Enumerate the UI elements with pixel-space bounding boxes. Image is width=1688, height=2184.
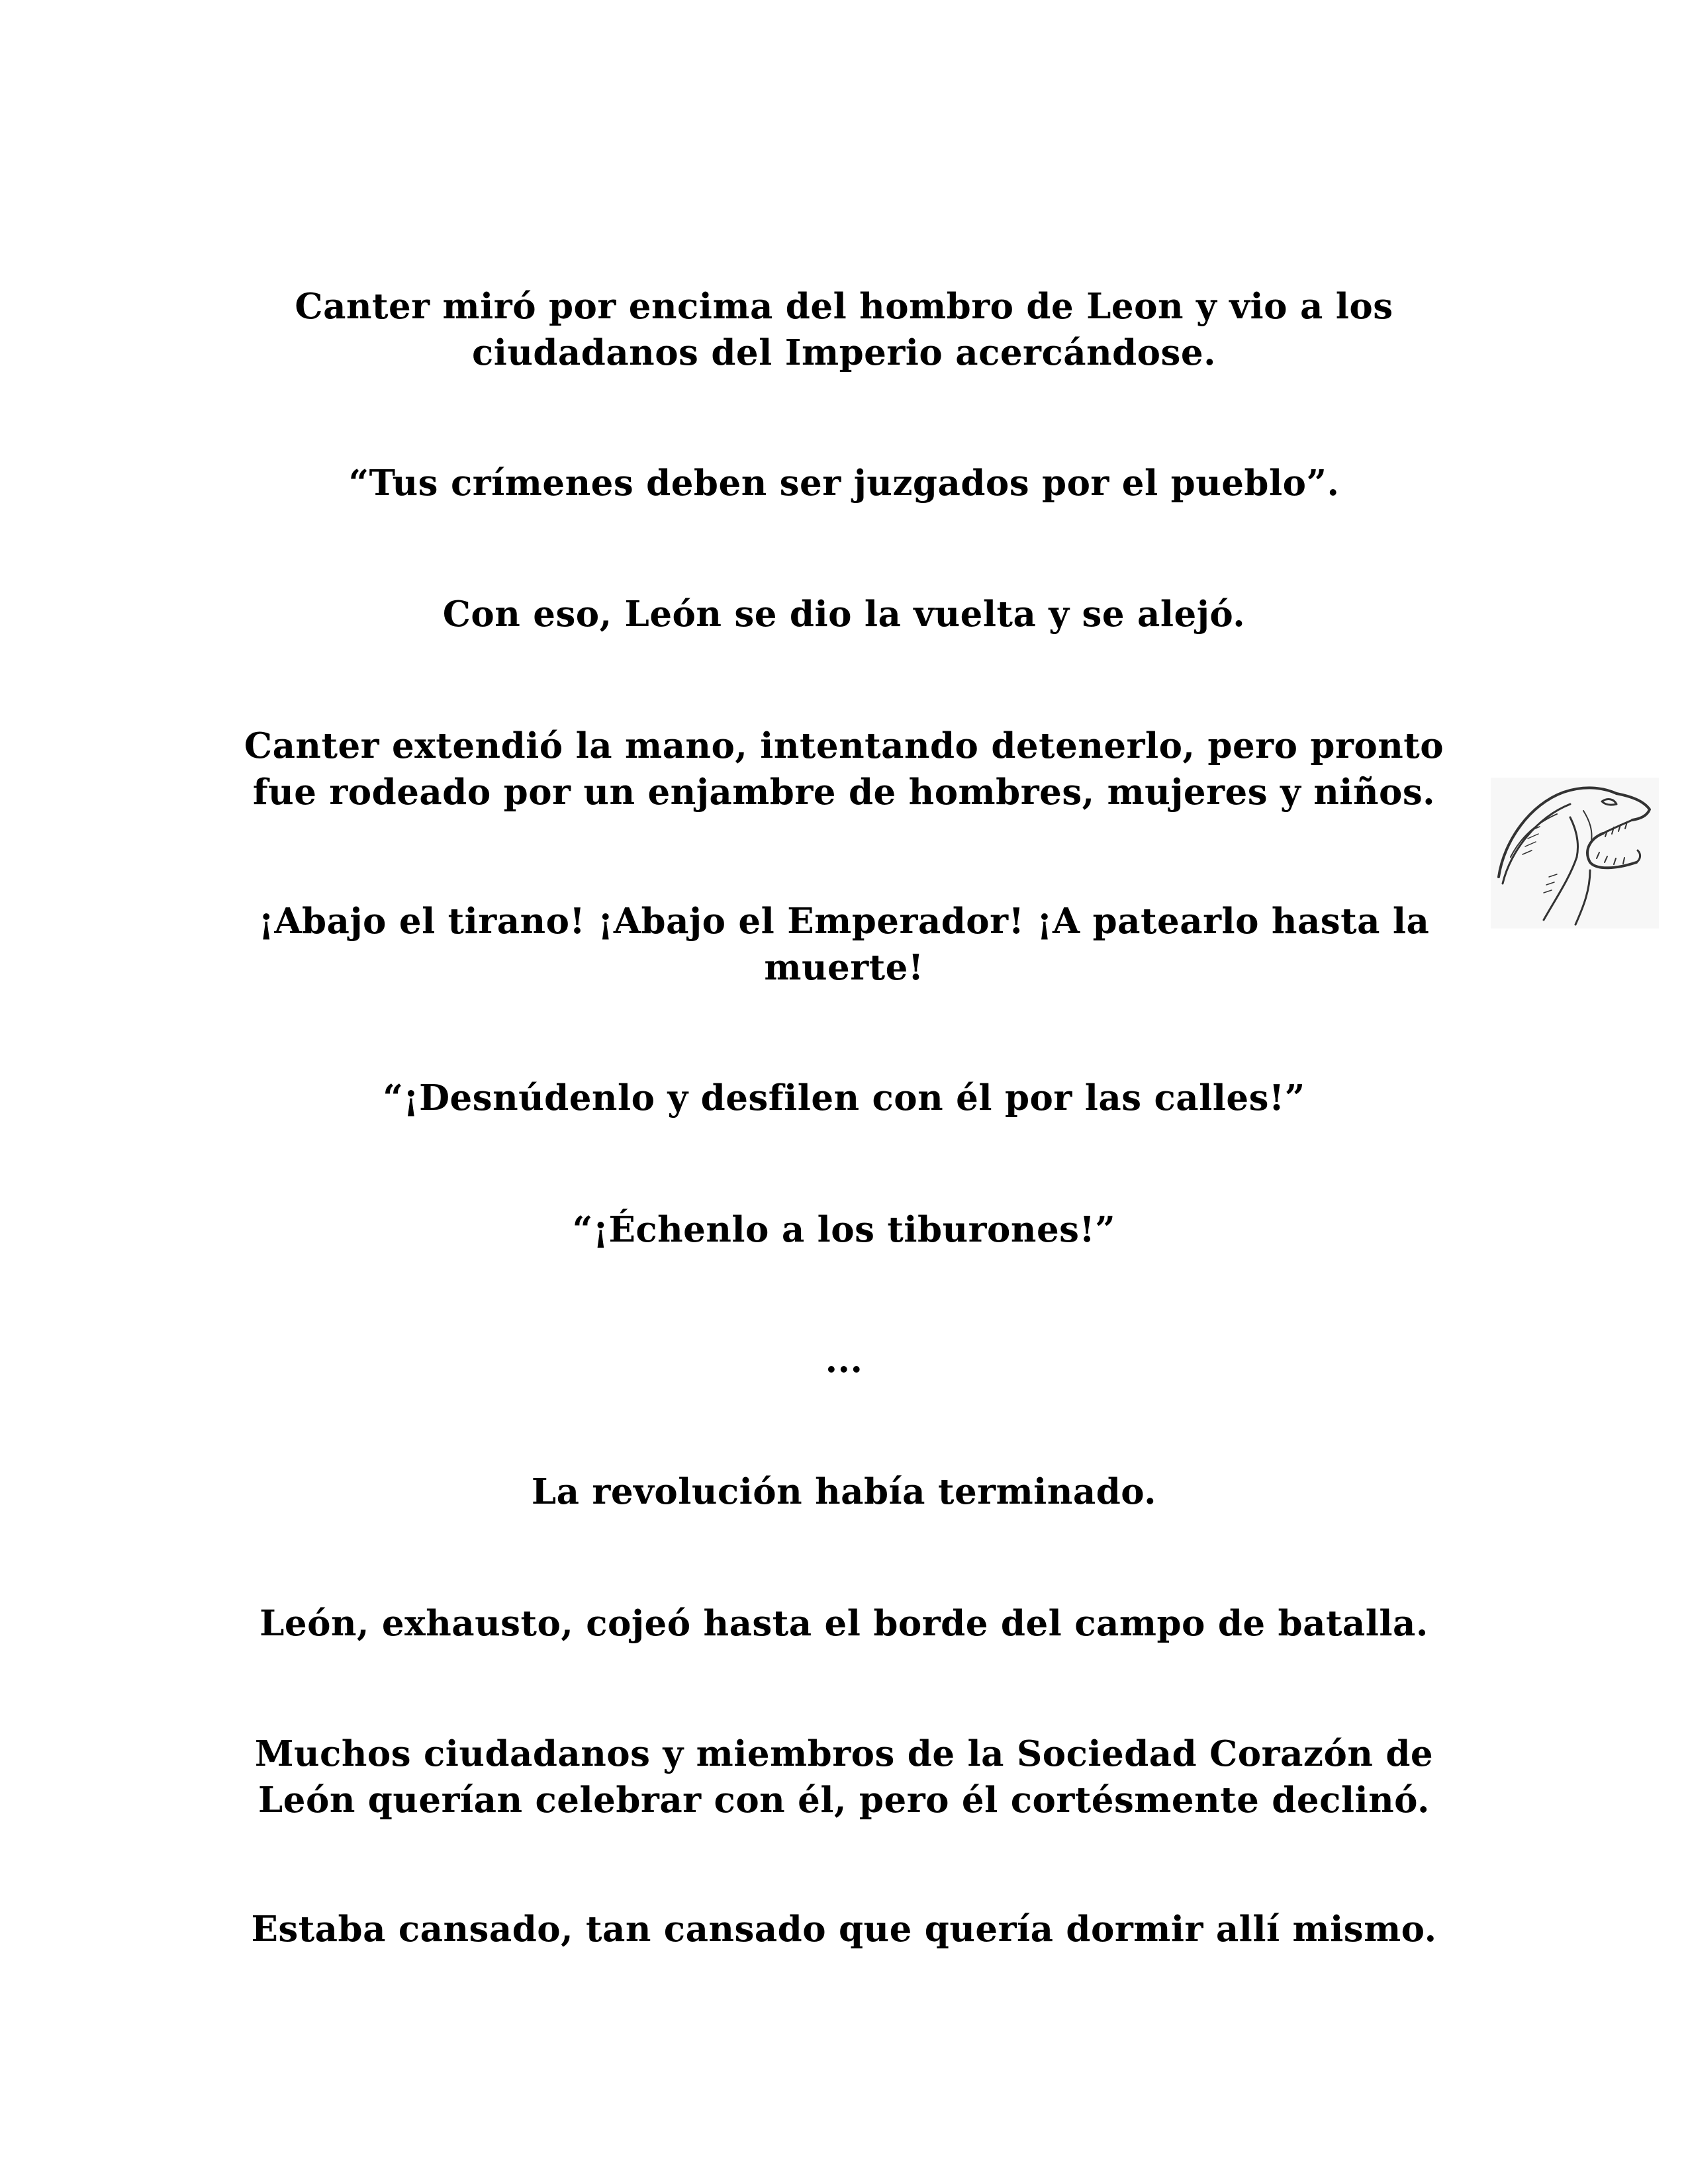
paragraph-2: “Tus crímenes deben ser juzgados por el pueblo”. (348, 463, 1340, 504)
paragraph-10: Muchos ciudadanos y miembros de la Sociedad Corazón de León querían celebrar con él, pero él cortésmente declinó. (254, 1733, 1434, 1821)
paragraph-8: La revolución había terminado. (531, 1471, 1157, 1512)
paragraph-1: Canter miró por encima del hombro de Leon y vio a los ciudadanos del Imperio acercándose. (295, 286, 1393, 373)
paragraph-3: Con eso, León se dio la vuelta y se alejó. (442, 594, 1246, 635)
paragraph-4: Canter extendió la mano, intentando detenerlo, pero pronto fue rodeado por un enjambre de hombres, mujeres y niños. (244, 725, 1444, 813)
scene-break: ... (825, 1340, 863, 1381)
paragraph-11: Estaba cansado, tan cansado que quería dormir allí mismo. (251, 1909, 1437, 1950)
dinosaur-head-sketch-icon (1491, 778, 1659, 929)
paragraph-7: “¡Échenlo a los tiburones!” (572, 1209, 1116, 1250)
paragraph-9: León, exhausto, cojeó hasta el borde del campo de batalla. (259, 1603, 1429, 1644)
paragraph-5: ¡Abajo el tirano! ¡Abajo el Emperador! ¡A patearlo hasta la muerte! (258, 901, 1430, 988)
paragraph-6: “¡Desnúdenlo y desfilen con él por las calles!” (383, 1077, 1305, 1118)
